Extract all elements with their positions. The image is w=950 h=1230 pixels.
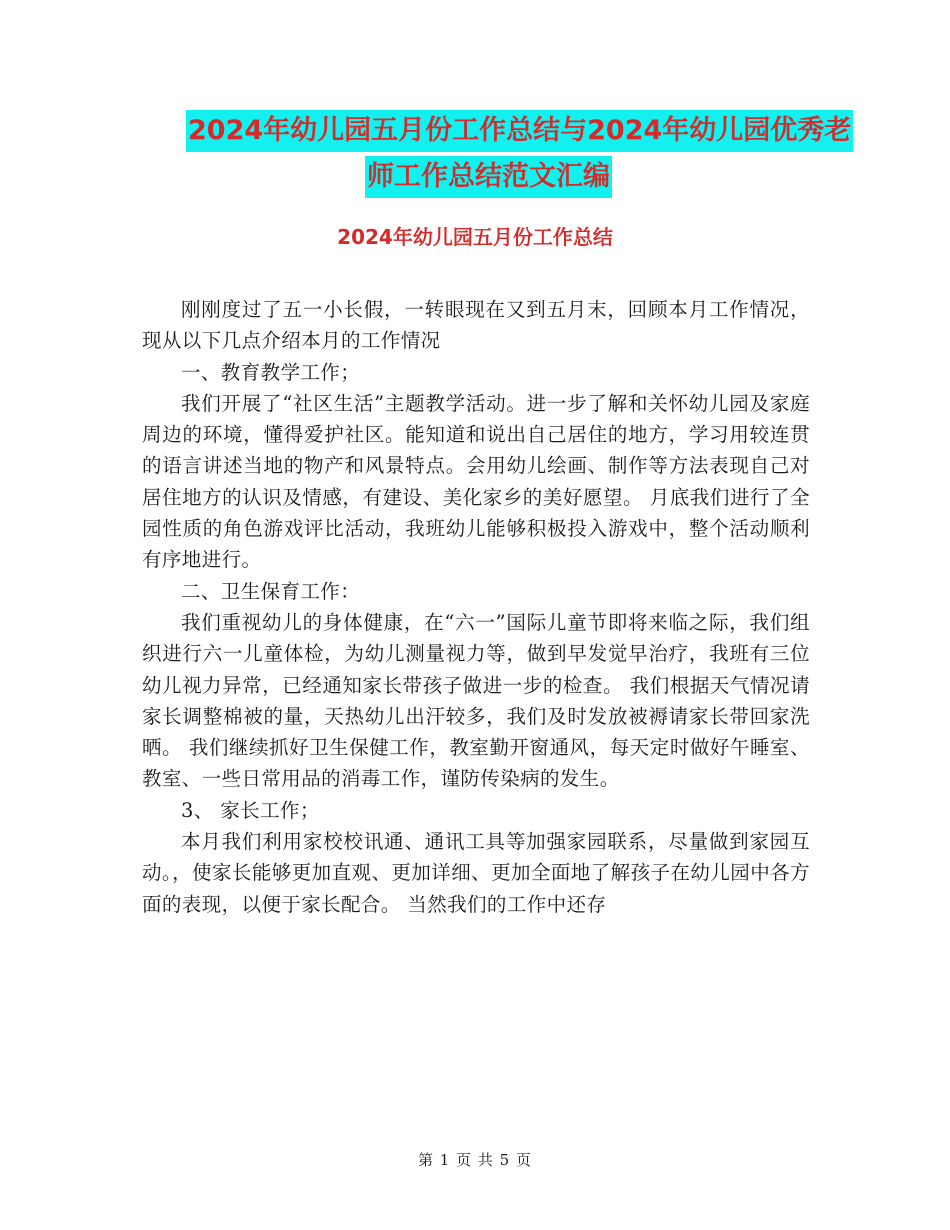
section-title: 2024年幼儿园五月份工作总结 (337, 225, 613, 249)
intro-paragraph: 刚刚度过了五一小长假，一转眼现在又到五月末，回顾本月工作情况，现从以下几点介绍本月的工作情况 (142, 298, 810, 353)
heading-health-care: 二、卫生保育工作： (181, 579, 361, 603)
title-line-1: 2024年幼儿园五月份工作总结与2024年幼儿园优秀老 (186, 110, 853, 152)
heading-education: 一、教育教学工作； (181, 360, 361, 384)
parent-work-paragraph: 本月我们利用家校校讯通、通讯工具等加强家园联系，尽量做到家园互动。，使家长能够更加直观、更加详细、更加全面地了解孩子在幼儿园中各方面的表现，以便于家长配合。 当然我们的工作中还存 (142, 830, 810, 916)
title-line-2: 师工作总结范文汇编 (365, 156, 612, 198)
page-number-footer: 第 1 页 共 5 页 (418, 1151, 532, 1169)
education-paragraph: 我们开展了“社区生活”主题教学活动。进一步了解和关怀幼儿园及家庭周边的环境，懂得爱护社区。能知道和说出自己居住的地方，学习用较连贯的语言讲述当地的物产和风景特点。会用幼儿绘画、制作等方法表现自己对居住地方的认识及情感，有建设、美化家乡的美好愿望。 月底我们进行了全园性质的角色游戏评比活动，我班幼儿能够积极投入游戏中，整个活动顺利有序地进行。 (142, 391, 810, 572)
document-body (142, 294, 810, 920)
heading-parent-work: 3、 家长工作； (181, 798, 320, 822)
health-care-paragraph: 我们重视幼儿的身体健康，在“六一”国际儿童节即将来临之际，我们组织进行六一儿童体检，为幼儿测量视力等，做到早发觉早治疗，我班有三位幼儿视力异常，已经通知家长带孩子做进一步的检查。 我们根据天气情况请家长调整棉被的量，天热幼儿出汗较多，我们及时发放被褥请家长带回家洗晒。 我们继续抓好卫生保健工作，教室勤开窗通风，每天定时做好午睡室、教室、一些日常用品的消毒工作，谨防传染病的发生。 (142, 610, 810, 791)
